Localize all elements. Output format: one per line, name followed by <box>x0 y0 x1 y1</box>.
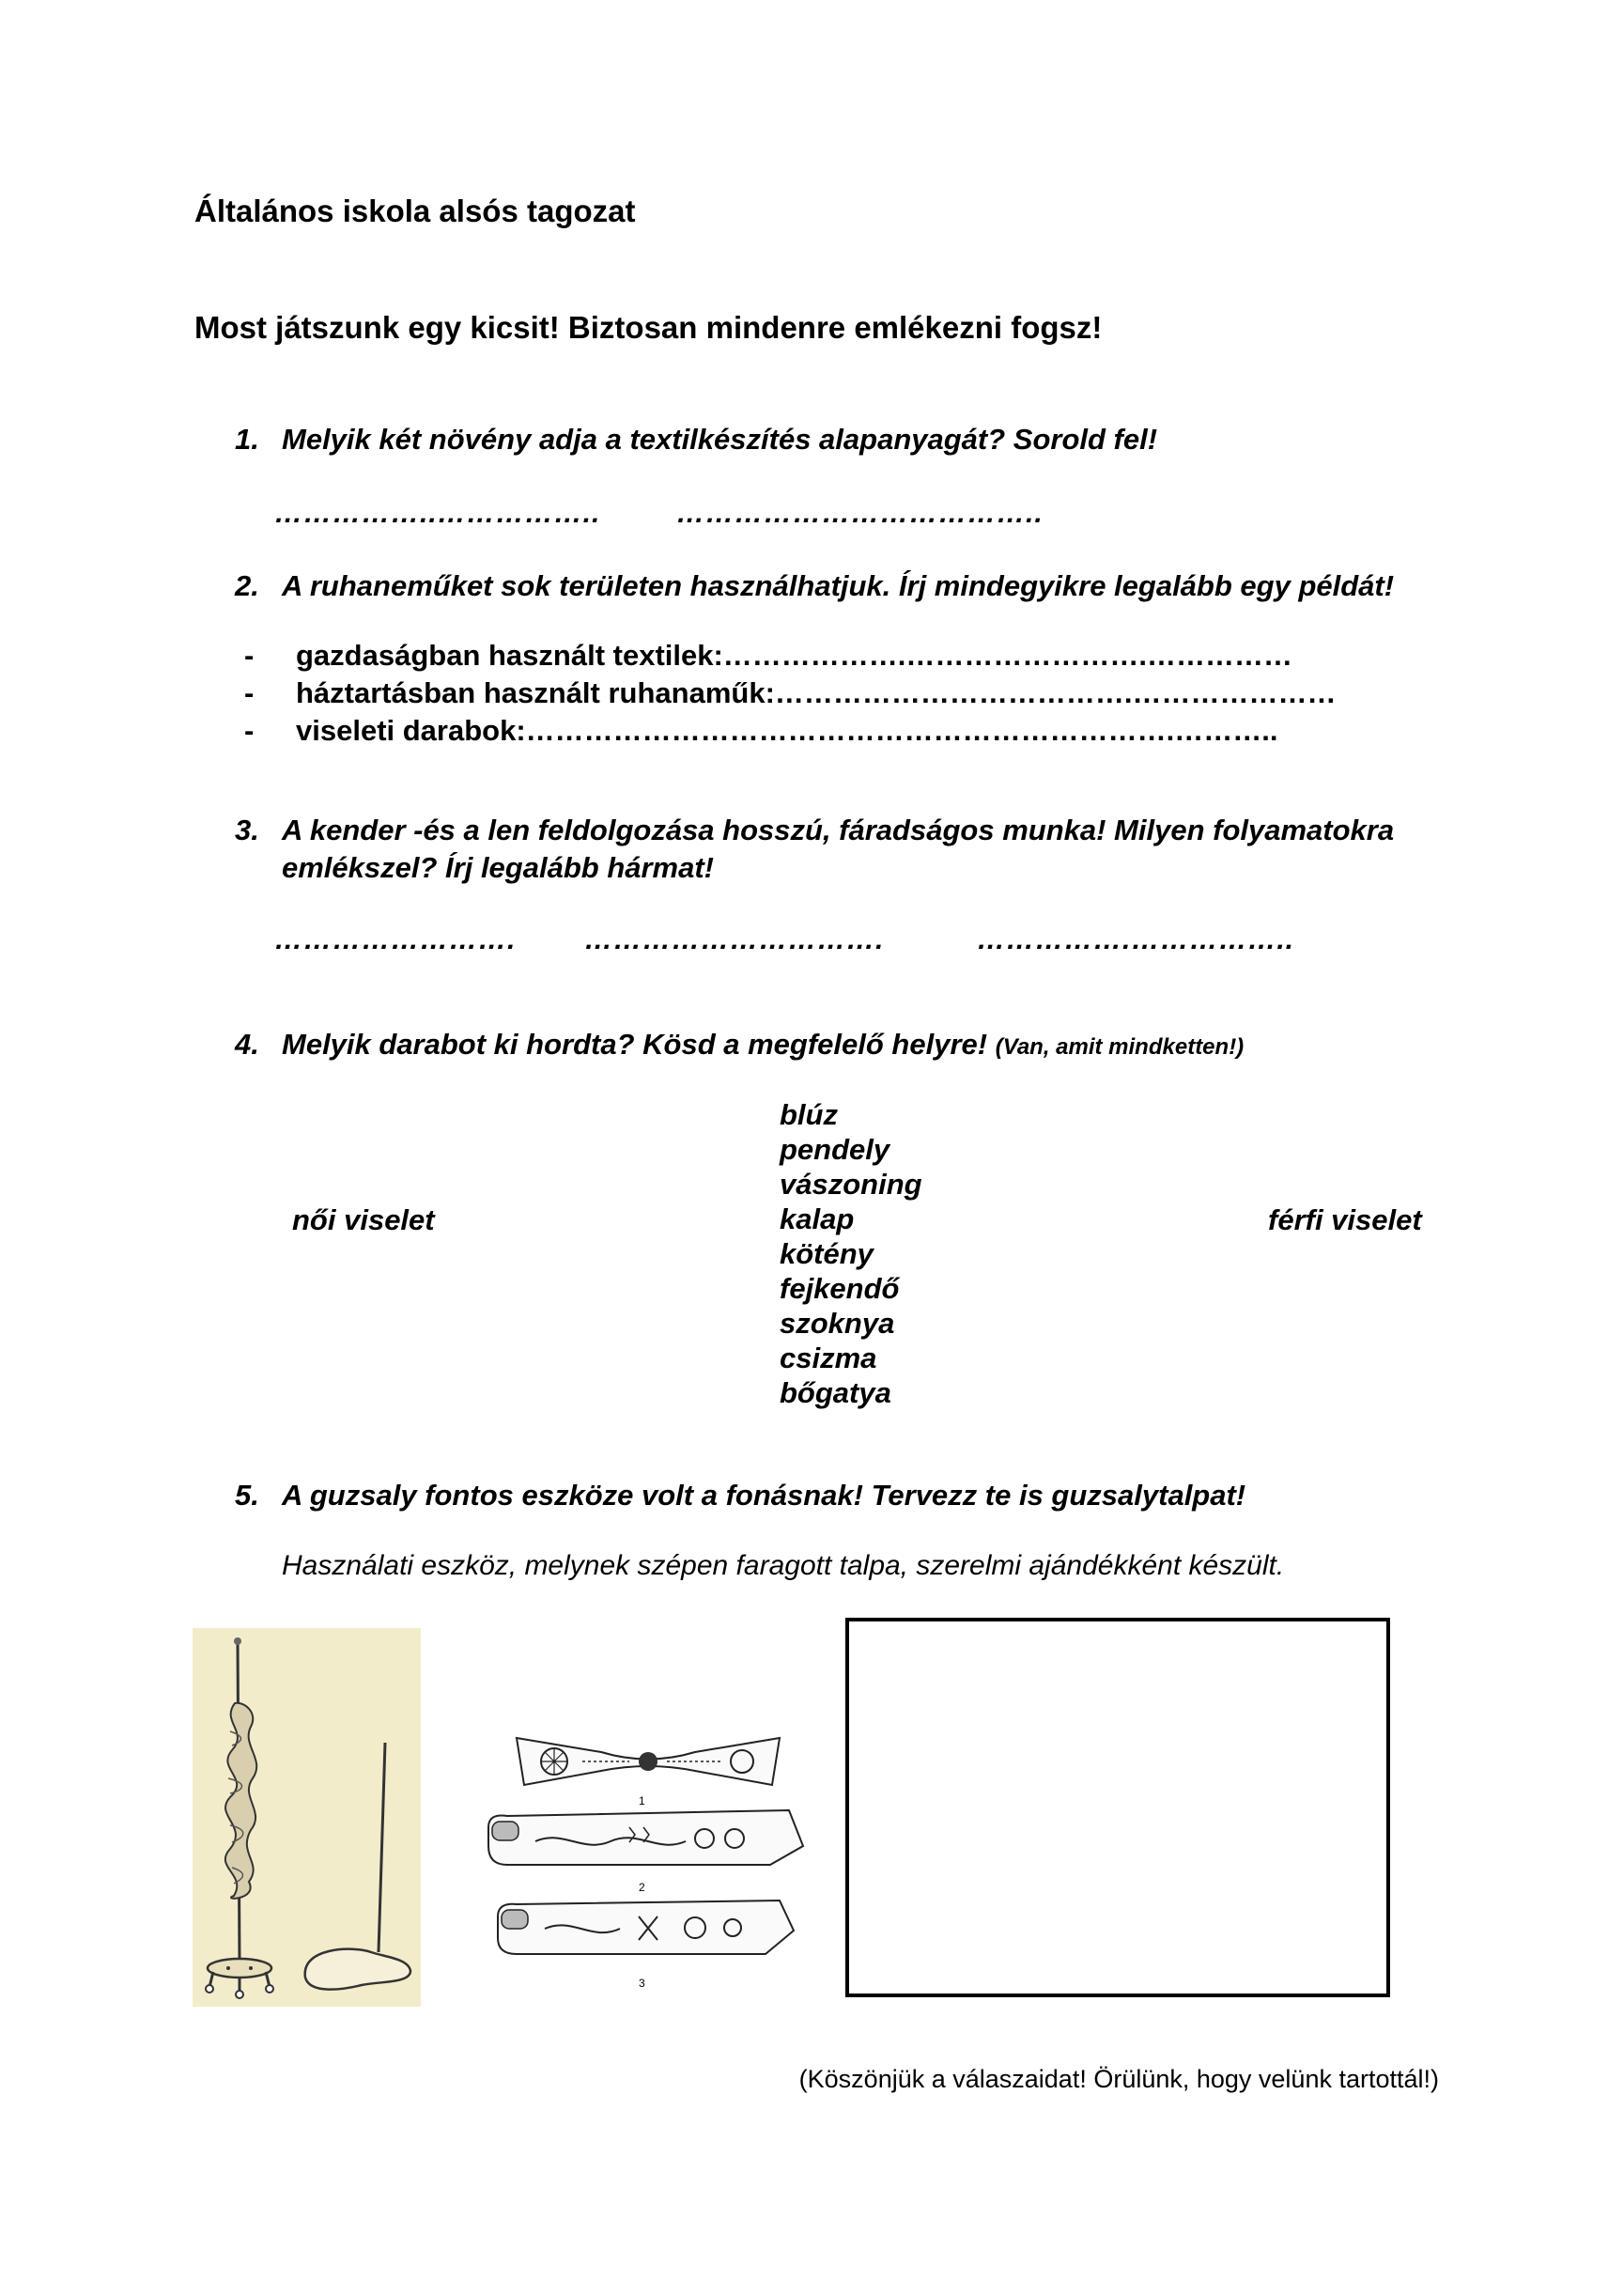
question-4-text: Melyik darabot ki hordta? Kösd a megfelelő helyre! <box>282 1028 988 1061</box>
matching-left-label[interactable]: női viselet <box>292 1203 435 1236</box>
matching-item[interactable]: kötény <box>780 1237 874 1270</box>
carved-foot-3-shape <box>498 1900 794 1954</box>
matching-item[interactable]: pendely <box>780 1133 890 1166</box>
page-header: Általános iskola alsós tagozat <box>194 194 636 228</box>
bullet-label: viseleti darabok:………………………………………………………….……….. <box>296 714 1278 747</box>
matching-item[interactable]: csizma <box>780 1342 877 1374</box>
figure-label-1: 1 <box>639 1794 645 1807</box>
question-3 <box>235 814 1394 847</box>
distaff-illustration <box>193 1628 421 2007</box>
question-5-subtext: Használati eszköz, melynek szépen faragott talpa, szerelmi ajándékként készült. <box>282 1550 1285 1581</box>
figure-label-3: 3 <box>639 1977 645 1990</box>
question-2 <box>235 569 1394 603</box>
question-3-text-cont: emlékszel? Írj legalább hármat! <box>282 851 715 884</box>
matching-item[interactable]: kalap <box>780 1202 855 1235</box>
thanks-note: (Köszönjük a válaszaidat! Örülünk, hogy velünk tartottál!) <box>798 2065 1439 2093</box>
carved-distaff-feet-illustration <box>479 1724 817 2006</box>
matching-right-label[interactable]: férfi viselet <box>1268 1203 1422 1236</box>
bullet-dash: - <box>244 714 255 747</box>
matching-item[interactable]: fejkendő <box>780 1272 900 1305</box>
answer-blank-1b[interactable]: ……………………………….. <box>676 498 1044 529</box>
question-5-text: A guzsaly fontos eszköze volt a fonásnak! Tervezz te is guzsalytalpat! <box>282 1479 1246 1512</box>
bullet-item[interactable] <box>244 639 1292 673</box>
question-2-text: A ruhaneműket sok területen használhatjuk. Írj mindegyikre legalább egy példát! <box>282 569 1395 602</box>
bullet-dash: - <box>244 639 255 672</box>
matching-item[interactable]: szoknya <box>780 1307 895 1340</box>
matching-item[interactable]: vászoning <box>780 1168 922 1201</box>
question-4-note: (Van, amit mindketten!) <box>995 1034 1245 1060</box>
question-4 <box>235 1028 1244 1062</box>
answer-blank-3b[interactable]: …………………………. <box>584 924 885 955</box>
answer-blank-3c[interactable]: …………….…………….. <box>977 924 1295 955</box>
question-2-number: 2. <box>235 569 259 602</box>
question-3-number: 3. <box>235 814 259 846</box>
figure-label-2: 2 <box>639 1881 645 1894</box>
answer-blank-3a[interactable]: ……………………. <box>274 924 517 955</box>
matching-item[interactable]: bőgatya <box>780 1376 891 1409</box>
question-5-number: 5. <box>235 1479 259 1512</box>
bullet-item[interactable] <box>244 714 1278 748</box>
question-4-number: 4. <box>235 1028 259 1061</box>
question-5 <box>235 1479 1245 1513</box>
question-3-text: A kender -és a len feldolgozása hosszú, fáradságos munka! Milyen folyamatokra <box>282 814 1395 846</box>
question-1 <box>235 423 1157 457</box>
bullet-item[interactable] <box>244 676 1337 710</box>
intro-text: Most játszunk egy kicsit! Biztosan mindenre emlékezni fogsz! <box>194 310 1103 345</box>
matching-item[interactable]: blúz <box>780 1098 838 1131</box>
bullet-label: háztartásban használt ruhanaműk:……………………………….………………… <box>296 676 1337 709</box>
matching-items-list <box>780 1097 922 1410</box>
bullet-dash: - <box>244 676 255 709</box>
question-1-text: Melyik két növény adja a textilkészítés alapanyagát? Sorold fel! <box>282 423 1158 456</box>
carved-foot-2-shape <box>488 1810 803 1865</box>
answer-blank-1a[interactable]: ……………..…………….. <box>274 498 601 529</box>
question-1-number: 1. <box>235 423 259 456</box>
bullet-label: gazdaságban használt textilek:……………….…………………….…………… <box>296 639 1293 672</box>
drawing-area-box[interactable] <box>845 1618 1390 1997</box>
